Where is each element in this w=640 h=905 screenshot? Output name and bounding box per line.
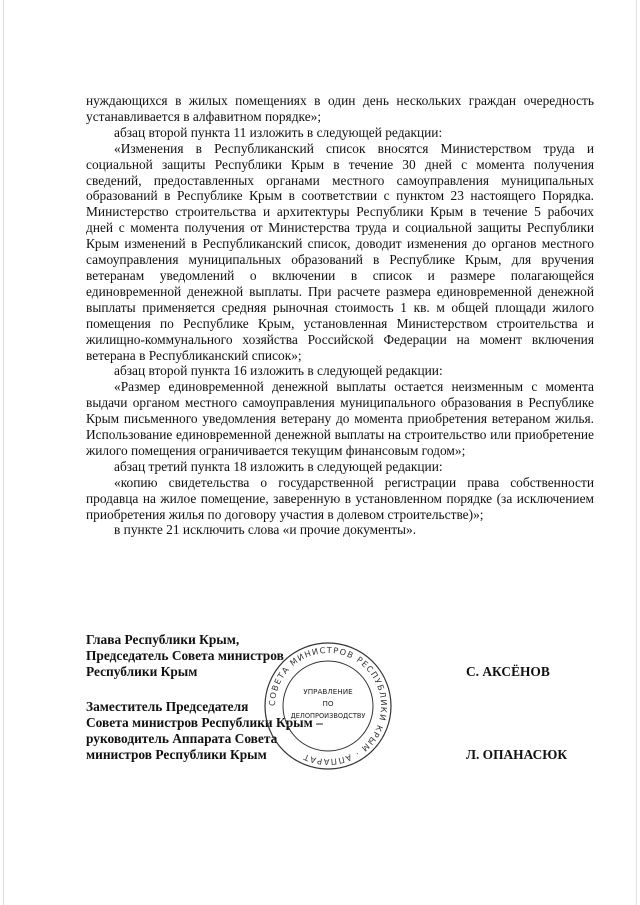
signatory-title-line: Председатель Совета министров [86, 648, 284, 663]
body-paragraph: абзац третий пункта 18 изложить в следующей редакции: [114, 458, 443, 474]
body-paragraph: нуждающихся в жилых помещениях в один день нескольких граждан очередность устанавливается в алфавитном порядке»; [86, 93, 594, 124]
body-paragraph: абзац второй пункта 16 изложить в следующей редакции: [114, 363, 443, 379]
signatory-title-line: Глава Республики Крым, [86, 632, 240, 647]
body-paragraph: в пункте 21 исключить слова «и прочие документы». [114, 522, 417, 538]
body-paragraph: «Изменения в Республиканский список вносятся Министерством труда и социальной защиты Республики Крым в течение 30 дней с момента получения сведений, предоставленных органами местного самоуправления муниципальных образований в Республике Крым в соответствии с пунктом 23 настоящего Порядка. Министерство строительства и архитектуры Республики Крым в течение 5 рабочих дней с момента получения от Министерства труда и социальной защиты Республики Крым изменений в Республиканский список, доводит изменения до органов местного самоуправления муниципальных образований в Республике Крым, для вручения ветеранам уведомлений о включении в список и размере полагающейся единовременной денежной выплаты. При расчете размера единовременной денежной выплаты применяется средняя рыночная стоимость 1 кв. м общей площади жилого помещения по Республике Крым, установленная Министерством строительства и жилищно-коммунального хозяйства Российской Федерации на момент включения ветерана в Республиканский список»; [86, 140, 594, 363]
stamp-center-line: ДЕЛОПРОИЗВОДСТВУ [290, 712, 366, 720]
document-body [86, 93, 594, 538]
signatory-title-line: Заместитель Председателя [86, 699, 249, 714]
signatory-title-line: министров Республики Крым [86, 747, 267, 762]
stamp-ring-text: СОВЕТА МИНИСТРОВ РЕСПУБЛИКИ КРЫМ · АППАРАТ [266, 644, 390, 768]
signatory-title-line: Республики Крым [86, 664, 198, 679]
body-paragraph: «Размер единовременной денежной выплаты остается неизменным с момента выдачи органом местного самоуправления муниципального образования в Республике Крым письменного уведомления ветерану до момента приобретения ветераном жилья. Использование единовременной денежной выплаты на строительство или приобретение жилого помещения ограничивается текущим финансовым годом»; [86, 379, 594, 458]
signatory-name-opanasyuk: Л. ОПАНАСЮК [466, 747, 568, 762]
scan-edge-right [636, 0, 637, 905]
scan-edge-left [3, 0, 4, 905]
signature-block-head [86, 632, 284, 680]
official-stamp [262, 640, 394, 772]
signatory-name-aksenov: С. АКСЁНОВ [466, 664, 550, 679]
stamp-center-line: ПО [322, 699, 334, 708]
body-paragraph: «копию свидетельства о государственной регистрации права собственности продавца на жилое помещение, заверенную в установленном порядке (за исключением приобретения жилья по договору участия в долевом строительстве)»; [86, 474, 594, 522]
signatory-title-line: Совета министров Республики Крым – [86, 715, 323, 730]
stamp-seal-icon [262, 640, 394, 772]
stamp-center-line: УПРАВЛЕНИЕ [303, 687, 353, 696]
body-paragraph: абзац второй пункта 11 изложить в следующей редакции: [114, 124, 443, 140]
signatory-title-line: руководитель Аппарата Совета [86, 731, 278, 746]
